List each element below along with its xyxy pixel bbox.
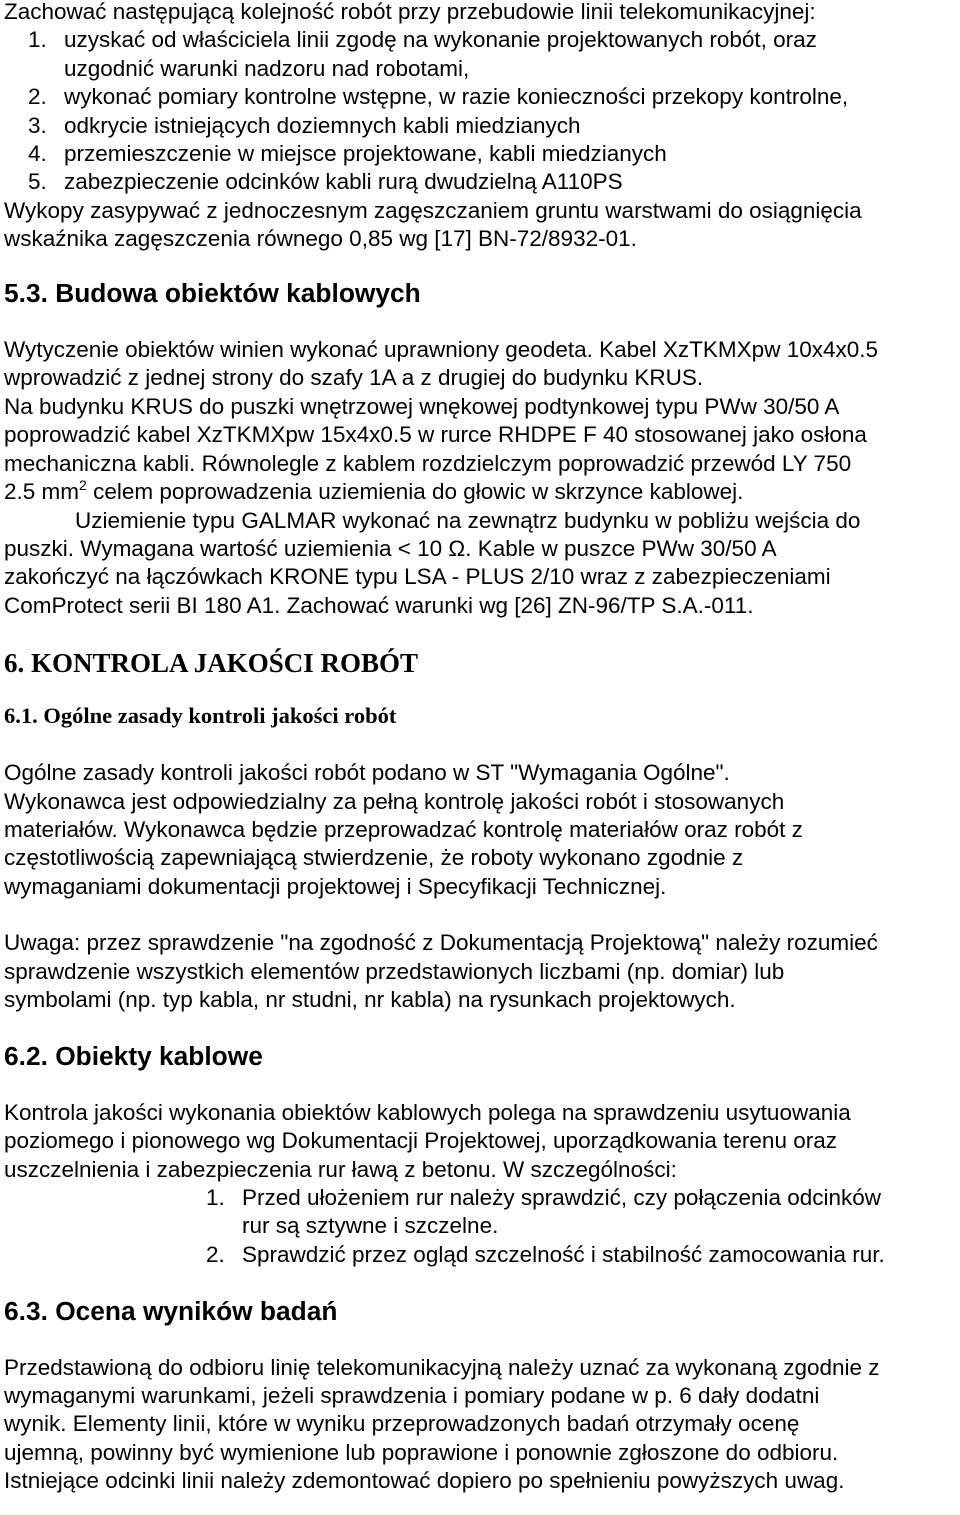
paragraph-line: mechaniczna kabli. Równolegle z kablem rozdzielczym poprowadzić przewód LY 750: [4, 450, 852, 476]
paragraph-line: [4, 478, 960, 506]
paragraph-line: poziomego i pionowego wg Dokumentacji Projektowej, uporządkowania terenu oraz: [4, 1128, 837, 1154]
paragraph-line: Uwaga: przez sprawdzenie "na zgodność z Dokumentacją Projektową" należy rozumieć: [4, 930, 878, 956]
paragraph-line: wymaganymi warunkami, jeżeli sprawdzenia i pomiary podane w p. 6 dały dodatni: [4, 1383, 820, 1409]
list-number: 2.: [28, 84, 47, 110]
paragraph-line: materiałów. Wykonawca będzie przeprowadzać kontrolę materiałów oraz robót z: [4, 816, 803, 842]
superscript: 2: [79, 477, 87, 494]
list-item: [4, 140, 960, 168]
paragraph-line: Na budynku KRUS do puszki wnętrzowej wnękowej podtynkowej typu PWw 30/50 A: [4, 393, 840, 419]
paragraph-line: Uziemienie typu GALMAR wykonać na zewnątrz budynku w pobliżu wejścia do: [75, 507, 861, 533]
paragraph-line: zakończyć na łączówkach KRONE typu LSA - PLUS 2/10 wraz z zabezpieczeniami: [4, 564, 831, 590]
list-number: 5.: [28, 169, 47, 195]
section-heading-6: 6. KONTROLA JAKOŚCI ROBÓT: [4, 648, 419, 679]
paragraph-line: Wytyczenie obiektów winien wykonać uprawniony geodeta. Kabel XzTKMXpw 10x4x0.5: [4, 337, 879, 363]
paragraph-line: częstotliwością zapewniającą stwierdzenie, że roboty wykonano zgodnie z: [4, 845, 744, 871]
list-number: 3.: [28, 112, 47, 138]
paragraph-line: sprawdzenie wszystkich elementów przedstawionych liczbami (np. domiar) lub: [4, 958, 785, 984]
paragraph-line: wymaganiami dokumentacji projektowej i Specyfikacji Technicznej.: [4, 873, 667, 899]
list-text: wykonać pomiary kontrolne wstępne, w razie konieczności przekopy kontrolne,: [64, 84, 849, 110]
section-heading-5-3: 5.3. Budowa obiektów kablowych: [4, 277, 421, 308]
list-item: [4, 112, 960, 140]
list-text: odkrycie istniejących doziemnych kabli miedzianych: [64, 112, 581, 138]
paragraph-line: Istniejące odcinki linii należy zdemontować dopiero po spełnieniu powyższych uwag.: [4, 1468, 845, 1494]
section-heading-6-3: 6.3. Ocena wyników badań: [4, 1296, 338, 1327]
paragraph-line: symbolami (np. typ kabla, nr studni, nr kabla) na rysunkach projektowych.: [4, 986, 736, 1012]
list-item: [4, 83, 960, 111]
list-number: 1.: [28, 27, 47, 53]
paragraph-line: ComProtect serii BI 180 A1. Zachować warunki wg [26] ZN-96/TP S.A.-011.: [4, 592, 754, 618]
list-number: 1.: [206, 1185, 225, 1210]
paragraph-line: wprowadzić z jednej strony do szafy 1A a z drugiej do budynku KRUS.: [4, 365, 704, 391]
list-item: [4, 168, 960, 196]
list-item: [206, 1184, 960, 1241]
list-number: 4.: [28, 141, 47, 167]
list-text: rur są sztywne i szczelne.: [242, 1213, 499, 1239]
line-text: celem poprowadzenia uziemienia do głowic w skrzynce kablowej.: [86, 479, 744, 505]
check-list: [4, 1184, 960, 1269]
section-heading-6-1: 6.1. Ogólne zasady kontroli jakości robót: [4, 703, 397, 729]
list-text: przemieszczenie w miejsce projektowane, kabli miedzianych: [64, 141, 667, 167]
paragraph-line: Wykonawca jest odpowiedzialny za pełną kontrolę jakości robót i stosowanych: [4, 788, 785, 814]
paragraph-line: uszczelnienia i zabezpieczenia rur ławą z betonu. W szczególności:: [4, 1156, 677, 1182]
list-item: [206, 1241, 960, 1269]
paragraph-line: wskaźnika zagęszczenia równego 0,85 wg [17] BN-72/8932-01.: [4, 226, 637, 252]
list-number: 2.: [206, 1241, 225, 1267]
paragraph-line: Kontrola jakości wykonania obiektów kablowych polega na sprawdzeniu usytuowania: [4, 1099, 851, 1125]
paragraph-line: ujemną, powinny być wymienione lub poprawione i ponownie zgłoszone do odbioru.: [4, 1439, 839, 1465]
intro-text: Zachować następującą kolejność robót przy przebudowie linii telekomunikacyjnej:: [4, 0, 816, 24]
paragraph-line: puszki. Wymagana wartość uziemienia < 10 Ω. Kable w puszce PWw 30/50 A: [4, 535, 777, 561]
list-text: Przed ułożeniem rur należy sprawdzić, czy połączenia odcinków: [242, 1185, 882, 1210]
paragraph-line: Przedstawioną do odbioru linię telekomunikacyjną należy uznać za wykonaną zgodnie z: [4, 1354, 880, 1380]
list-item: [4, 26, 960, 83]
list-text: zabezpieczenie odcinków kabli rurą dwudzielną A110PS: [64, 169, 623, 195]
list-text: Sprawdzić przez ogląd szczelność i stabilność zamocowania rur.: [242, 1241, 885, 1267]
paragraph-line: poprowadzić kabel XzTKMXpw 15x4x0.5 w rurce RHDPE F 40 stosowanej jako osłona: [4, 422, 867, 448]
paragraph-line: Ogólne zasady kontroli jakości robót podano w ST "Wymagania Ogólne".: [4, 760, 730, 786]
unit-text: 2.5 mm: [4, 479, 80, 505]
document-page: [4, 0, 960, 1496]
paragraph-line: Wykopy zasypywać z jednoczesnym zagęszczaniem gruntu warstwami do osiągnięcia: [4, 197, 862, 223]
procedure-list: [4, 26, 960, 196]
section-heading-6-2: 6.2. Obiekty kablowe: [4, 1041, 263, 1072]
list-text: uzyskać od właściciela linii zgodę na wykonanie projektowanych robót, oraz: [64, 27, 817, 53]
paragraph-line: wynik. Elementy linii, które w wyniku przeprowadzonych badań otrzymały ocenę: [4, 1411, 800, 1437]
list-text: uzgodnić warunki nadzoru nad robotami,: [64, 55, 470, 81]
